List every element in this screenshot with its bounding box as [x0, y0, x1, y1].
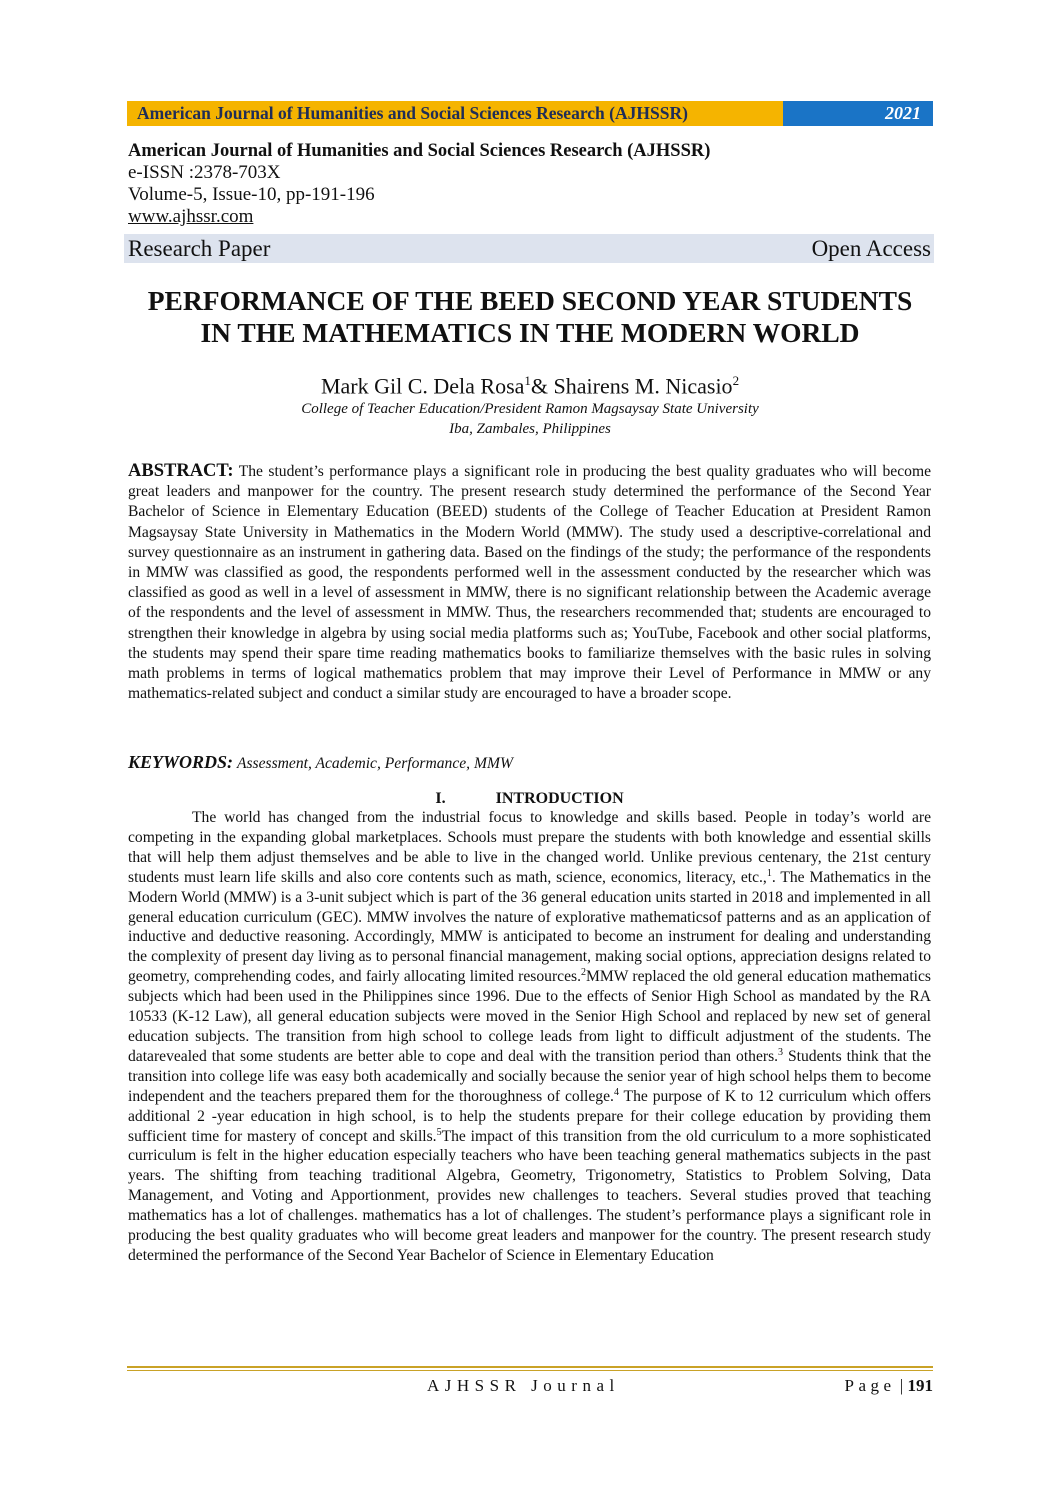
- keywords-text: Assessment, Academic, Performance, MMW: [236, 755, 513, 772]
- author-2: Shairens M. Nicasio: [553, 373, 733, 399]
- article-type: Research Paper: [128, 235, 271, 261]
- abstract-label: ABSTRACT:: [128, 461, 234, 481]
- access-type: Open Access: [811, 235, 931, 261]
- section-title: INTRODUCTION: [495, 790, 624, 807]
- banner-year: 2021: [783, 101, 933, 126]
- banner-journal-title: American Journal of Humanities and Social Sciences Research (AJHSSR): [127, 101, 783, 126]
- paper-title: [120, 285, 940, 349]
- author-1-affil-marker: 1: [524, 373, 531, 388]
- author-2-affil-marker: 2: [732, 373, 740, 388]
- affiliation-line-2: Iba, Zambales, Philippines: [449, 421, 611, 437]
- section-heading: [128, 789, 931, 809]
- citation-2[interactable]: 2: [580, 967, 586, 979]
- intro-text-1: The world has changed from the industrial focus to knowledge and skills based. People in today’s world are competing in the expanding global marketplaces. Schools must prepare the students with both knowledge and essential skills that will help them adjust themselves and be able to live in the changed world. Unlike previous centenary, the 21st century students must learn life skills and also core contents such as math, science, economics, literacy, etc.,: [128, 809, 931, 886]
- journal-banner: [127, 101, 933, 126]
- citation-5[interactable]: 5: [436, 1126, 442, 1138]
- intro-text-6: The impact of this transition from the old curriculum to a more sophisticated curriculum is felt in the higher education especially teachers who have been teaching general mathematics subjects in the past years. The shifting from teaching traditional Algebra, Geometry, Trigonometry, Statistics to Problem Solving, Data Management, and Voting and Apportionment, provides new challenges to teachers. Several studies proved that teaching mathematics has a lot of challenges. mathematics has a lot of challenges. The student’s performance plays a significant role in producing the best quality graduates who will become great leaders and manpower for the country. The present research study determined the performance of the Second Year Bachelor of Science in Elementary Education: [128, 1127, 932, 1264]
- author-separator: &: [530, 373, 554, 399]
- abstract: [128, 461, 931, 704]
- footer-rule: [127, 1366, 933, 1368]
- citation-3[interactable]: 3: [778, 1046, 784, 1058]
- affiliation: [120, 399, 940, 439]
- article-type-bar: [124, 234, 934, 263]
- journal-meta: [128, 140, 933, 228]
- affiliation-line-1: College of Teacher Education/President Ramon Magsaysay State University: [301, 401, 759, 417]
- citation-1[interactable]: 1: [766, 867, 772, 879]
- author-1: Mark Gil C. Dela Rosa: [320, 373, 525, 399]
- meta-issn: e-ISSN :2378-703X: [128, 162, 281, 183]
- keywords: [128, 752, 931, 774]
- citation-4[interactable]: 4: [613, 1086, 619, 1098]
- meta-journal-title: American Journal of Humanities and Social Sciences Research (AJHSSR): [128, 141, 711, 161]
- abstract-text: The student’s performance plays a significant role in producing the best quality graduates who will become great leaders and manpower for the country. The present research study determined the performance of the Second Year Bachelor of Science in Elementary Education (BEED) students of the College of Teacher Education at President Ramon Magsaysay State University in Mathematics in the Modern World (MMW). The study used a descriptive-correlational and survey questionnaire as an instrument in gathering data. Based on the findings of the study; the performance of the respondents in MMW was classified as good, the respondents performed well in the assessment conducted by the researcher which was classified as good as well in a level of assessment in MMW, there is no significant relationship between the Academic average of the respondents and the level of assessment in MMW. Thus, the researchers recommended that; students are encouraged to strengthen their knowledge in algebra by using social media platforms such as; YouTube, Facebook and other social platforms, the students may spend their spare time reading mathematics books to familiarize themselves with the basic rules in solving math problems in terms of logical mathematics problem that may improve their Level of Performance in MMW or any mathematics-related subject and conduct a similar study are encouraged to have a broader scope.: [128, 463, 931, 703]
- title-line-1: PERFORMANCE OF THE BEED SECOND YEAR STUDENTS: [147, 285, 913, 316]
- section-number: I.: [435, 790, 446, 807]
- meta-volume: Volume-5, Issue-10, pp-191-196: [128, 184, 375, 205]
- author-line: [120, 368, 940, 399]
- keywords-label: KEYWORDS:: [128, 752, 234, 772]
- intro-text-2: . The Mathematics in the Modern World (MMW) is a 3-unit subject which is part of the 36 general education units started in 2018 and implemented in all general education curriculum (GEC). MMW involves the nature of explorative mathematicsof patterns and as an application of inductive and deductive reasoning. Accordingly, MMW is anticipated to become an instrument for dealing and understanding the complexity of present day living as to personal financial management, making social options, appreciation designs related to geometry, comprehending codes, and fairly allocating limited resources.: [128, 868, 931, 986]
- footer-page-number: [845, 1376, 933, 1396]
- journal-website-link[interactable]: www.ajhssr.com: [128, 206, 254, 227]
- page-label: Page: [844, 1376, 896, 1395]
- title-line-2: IN THE MATHEMATICS IN THE MODERN WORLD: [200, 317, 860, 348]
- intro-text-3: MMW replaced the old general education mathematics subjects which had been used in the Philippines since 1996. Due to the effects of Senior High School as mandated by the RA 10533 (K-12 Law), all general education subjects were moved in the Senior High School and replaced by new set of general education subjects. The transition from high school to college leads from light to difficult adjustment of the students. The datarevealed that some students are better able to cope and deal with the transition period than others.: [128, 968, 931, 1065]
- intro-paragraph: [128, 808, 931, 1266]
- page-number: 191: [907, 1376, 933, 1395]
- footer-rule-thin: [127, 1370, 933, 1371]
- footer-journal-name: AJHSSR Journal: [427, 1376, 620, 1395]
- page-separator: |: [895, 1376, 908, 1395]
- intro-text-4: Students think that the transition into college life was easy both academically and socially because the senior year of high school helps them to become independent and the teachers prepared them for the thoroughness of college.: [128, 1047, 931, 1105]
- intro-text-5: The purpose of K to 12 curriculum which offers additional 2 -year education in high school, is to help the students prepare for their college education by providing them sufficient time for mastery of concept and skills.: [128, 1087, 931, 1145]
